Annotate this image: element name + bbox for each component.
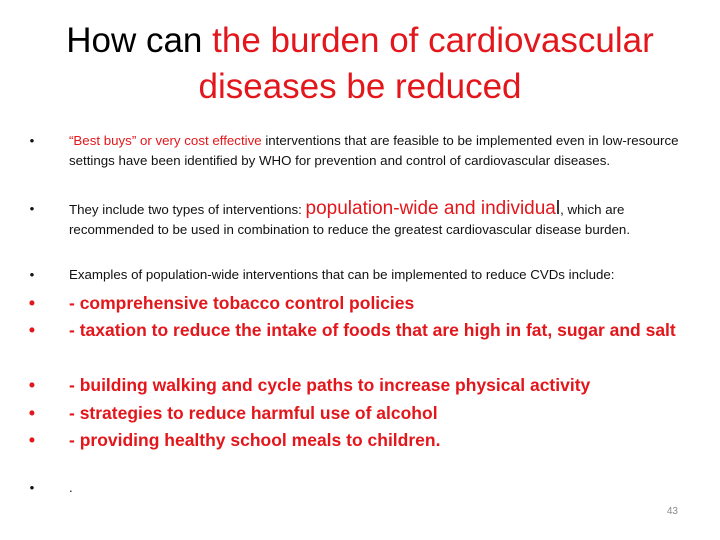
red-item-text: - taxation to reduce the intake of foods that are high in fat, sugar and salt — [69, 320, 676, 340]
bullet-item-empty — [29, 478, 688, 498]
intervention-types-highlight-end: l — [555, 198, 561, 219]
bullet-icon: • — [28, 403, 36, 423]
page-number: 43 — [666, 506, 678, 517]
bullet-icon: • — [28, 430, 36, 450]
examples-text: Examples of population-wide interventions that can be implemented to reduce CVDs include: — [69, 267, 615, 282]
intervention-types-text-before: They include two types of interventions: — [69, 202, 306, 217]
bullet-item-best-buys — [29, 131, 688, 171]
bullet-item-examples — [29, 265, 688, 285]
bullet-icon: • — [29, 267, 35, 282]
title-black: How can — [66, 21, 213, 60]
red-bullet-item — [28, 427, 680, 454]
bullet-icon: • — [28, 320, 36, 340]
red-bullet-item — [28, 372, 680, 399]
best-buys-highlight: “Best buys” or very cost effective — [69, 133, 262, 148]
bullet-item-intervention-types — [29, 198, 688, 240]
bullet-icon: • — [28, 375, 36, 395]
bullet-icon: • — [29, 480, 35, 495]
title-red-line1: the burden of cardiovascular — [212, 21, 654, 60]
intervention-types-highlight: population-wide and individua — [305, 198, 556, 219]
red-item-text: - building walking and cycle paths to increase physical activity — [69, 375, 591, 395]
red-item-text: - comprehensive tobacco control policies — [69, 293, 415, 313]
bullet-icon: • — [29, 133, 35, 148]
red-bullet-item — [28, 290, 680, 317]
red-item-text: - strategies to reduce harmful use of alcohol — [69, 403, 438, 423]
red-bullet-item — [28, 317, 680, 344]
last-item-text: . — [69, 480, 73, 495]
intervention-types-text-after: , which are recommended to be used in combination to reduce the greatest cardiovascular disease burden. — [69, 202, 631, 237]
bullet-icon: • — [28, 293, 36, 313]
red-bullet-item — [28, 400, 680, 427]
title-red-line2: diseases be reduced — [198, 67, 522, 106]
best-buys-text: interventions that are feasible to be implemented even in low-resource settings have been identified by WHO for prevention and control of cardiovascular diseases. — [69, 133, 679, 168]
bullet-icon: • — [29, 201, 35, 216]
slide-title — [20, 18, 700, 110]
red-item-text: - providing healthy school meals to children. — [69, 430, 441, 450]
